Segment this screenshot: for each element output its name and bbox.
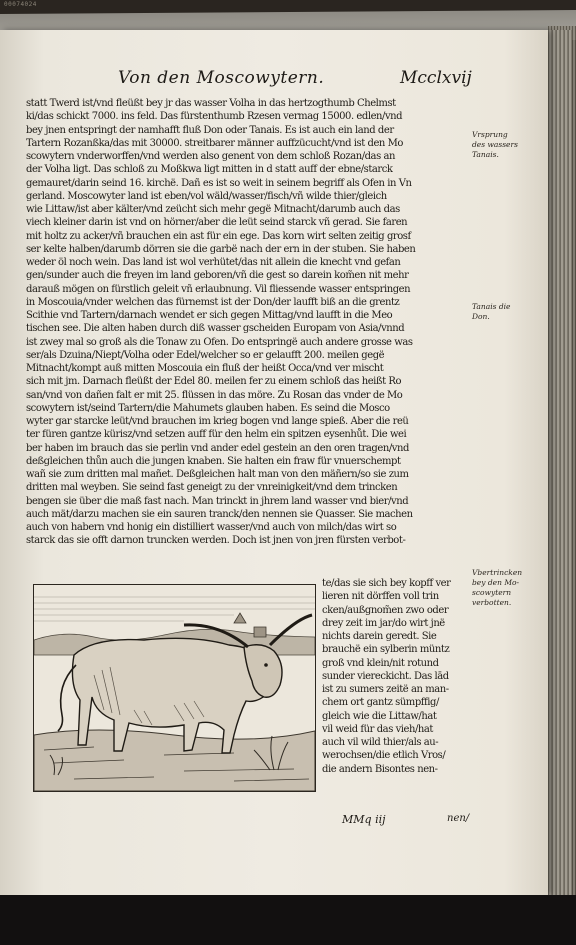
margin-note-tanais (472, 302, 510, 322)
text-line: gen/sunder auch die freyen im land geboren/vñ die gest so darein kom̃en nit mehr (26, 270, 409, 282)
text-line: in Moscouia/vnder welchen das fürnemst ist der Don/der laufft biß an die grentz (26, 296, 400, 308)
wrapped-text-line: die andern Bisontes nen- (322, 763, 438, 775)
text-line: bey jnen entspringt der namhafft fluß Don oder Tanais. Es ist auch ein land der (26, 124, 394, 136)
wrapped-text-line: ist zu sumers zeitë an man- (322, 684, 449, 695)
wrapped-text-line: sunder viereckicht. Das lād (322, 670, 449, 682)
wrapped-text-line: brauchë ein sylberin müntz (322, 644, 450, 656)
text-line: scowytern ist/seind Tartern/die Mahumets glauben haben. Es seind die Mosco (26, 402, 390, 414)
text-line: deßgleichen thůn auch die jungen knaben. Sie halten ein fraw für vnuerschempt (26, 455, 401, 467)
wrapped-text-line: cken/außgnom̃en zwo oder (322, 604, 449, 616)
text-line: tischen see. Die alten haben durch diß wasser gscheiden Europam von Asia/vnnd (26, 323, 405, 335)
text-line: auch von habern vnd honig ein distilliert wasser/vnd auch von milch/das wirt so (26, 522, 397, 533)
wrapped-text-line: lieren nit dörffen voll trin (322, 591, 439, 603)
woodcut-bull-image (33, 584, 316, 792)
text-line: wie Littaw/ist aber kälter/vnd zeücht sich mehr gegë Mitnacht/darumb auch das (26, 204, 400, 215)
wrapped-text-line: drey zeit im jar/do wirt jnë (322, 617, 445, 629)
margin-note-line: Don. (472, 312, 490, 321)
text-line: ser kelte halben/darumb dörren sie die garbë nach der ern in der stuben. Sie haben (26, 243, 416, 255)
text-line: der Volha ligt. Das schloß zu Moßkwa ligt mitten in d statt auff der ebne/starck (26, 164, 393, 176)
text-line: bengen sie über die maß fast nach. Man trinckt in jhrem land wasser vnd bier/vnd (26, 495, 409, 507)
folio-number: Mcclxvij (400, 68, 472, 88)
text-line: mit holtz zu acker/vñ brauchen ein ast für ein ege. Das korn wirt selten zeitig grosf (26, 230, 411, 242)
margin-note-line: Tanais. (472, 150, 499, 159)
text-line: dritten mal weyben. Sie seind fast geneigt zu der vnreinigkeit/vnd dem trincken (26, 482, 398, 494)
text-line: scowytern vnderworffen/vnd werden also genent von dem schloß Rozan/das an (26, 151, 395, 162)
wrapped-text-line: auch vil wild thier/als au- (322, 737, 439, 748)
text-line: ser/als Dzuina/Niept/Volha oder Edel/welcher so er gelaufft 200. meilen gegë (26, 349, 385, 361)
text-line: wyter gar starcke leüt/vnd brauchen im krieg bogen vnd lange spieß. Aber die reü (26, 416, 409, 427)
margin-note-line: scowytern (472, 588, 512, 597)
margin-note-line: des wassers (472, 140, 518, 149)
signature-mark: MMq iij (342, 813, 386, 826)
text-line: weder öl noch wein. Das land ist wol verhütet/das nit allein die knecht vnd gefan (26, 257, 401, 268)
text-line: ki/das schickt 7000. ins feld. Das fürstenthumb Rzesen vermag 15000. edlen/vnd (26, 111, 403, 123)
text-line: Scithie vnd Tartern/darnach wendet er sich gegen Mittag/vnd laufft in die Meo (26, 310, 393, 321)
margin-note-line: bey den Mo- (472, 578, 520, 587)
text-line: viech kleiner darin ist vnd on hörner/aber die leüt seind starck vñ gerad. Sie faren (26, 217, 408, 229)
text-line: sich mit jm. Darnach fleüßt der Edel 80. meilen fer zu einem schloß das heißt Ro (26, 376, 402, 388)
text-line: darauß mögen on fürstlich geleit vñ erlaubnung. Vil fliessende wasser entspringen (26, 283, 411, 295)
text-line: gemauret/darin seind 16. kirchë. Dañ es ist so weit in seinem begriff als Ofen in Vn (26, 177, 412, 189)
text-line: gerland. Moscowyter land ist eben/vol wäld/wasser/fisch/vñ wilde thier/gleich (26, 190, 387, 202)
text-line: ter füren gantze kürisz/vnd setzen auff für den helm ein spitzen eysenhůt. Die wei (26, 429, 407, 441)
wrapped-text-line: te/das sie sich bey kopff ver (322, 578, 451, 589)
text-line: wañ sie zum dritten mal mañet. Deßgleichen halt man von den mäñern/so sie zum (26, 469, 409, 480)
text-line: Mitnacht/kompt auß mitten Moscouia ein fluß der heißt Occa/vnd ver mischt (26, 363, 384, 374)
text-line: starck das sie offt darnon truncken werden. Doch ist jnen von jren fürsten verbot- (26, 535, 406, 547)
margin-note-drinking (472, 568, 522, 608)
wrapped-text-line: chem ort gantz sümpffig/ (322, 697, 439, 709)
wrapped-text-line: vil weid für das vieh/hat (322, 723, 434, 735)
margin-note-line: Vbertrincken (472, 568, 523, 577)
bull-illustration (34, 585, 315, 791)
wrapped-text-line: nichts darein geredt. Sie (322, 631, 437, 642)
catchword: nen/ (447, 813, 470, 824)
archive-id-label: 00074024 (4, 1, 37, 8)
text-line: ist zwey mal so groß als die Tonaw zu Ofen. Do entspringë auch andere grosse was (26, 336, 413, 348)
text-line: auch mät/darzu machen sie ein sauren tranck/den nennen sie Quasser. Sie machen (26, 508, 413, 520)
text-line: san/vnd von dañen falt er mit 25. flüssen in das möre. Zu Rosan das vnder de Mo (26, 389, 403, 401)
wrapped-text-block (322, 577, 468, 776)
wrapped-text-line: werochsen/die etlich Vros/ (322, 750, 446, 762)
wrapped-text-line: gleich wie die Littaw/hat (322, 710, 437, 722)
running-head: Von den Moscowytern. (118, 68, 325, 88)
bottom-shadow (0, 895, 576, 945)
margin-note-line: Tanais die (472, 302, 511, 311)
text-line: Tartern Rozanßka/das mit 30000. streitbarer männer auffzücucht/vnd ist den Mo (26, 137, 404, 149)
margin-note-origin (472, 130, 518, 160)
main-text-block (26, 97, 468, 548)
margin-note-line: verbotten. (472, 598, 512, 607)
text-line: ber haben im brauch das sie perlin vnd ander edel gestein an den oren tragen/vnd (26, 442, 409, 454)
margin-note-line: Vrsprung (472, 130, 508, 139)
wrapped-text-line: groß vnd klein/nit rotund (322, 657, 439, 669)
text-line: statt Twerd ist/vnd fleüßt bey jr das wasser Volha in das hertzogthumb Chelmst (26, 98, 396, 109)
